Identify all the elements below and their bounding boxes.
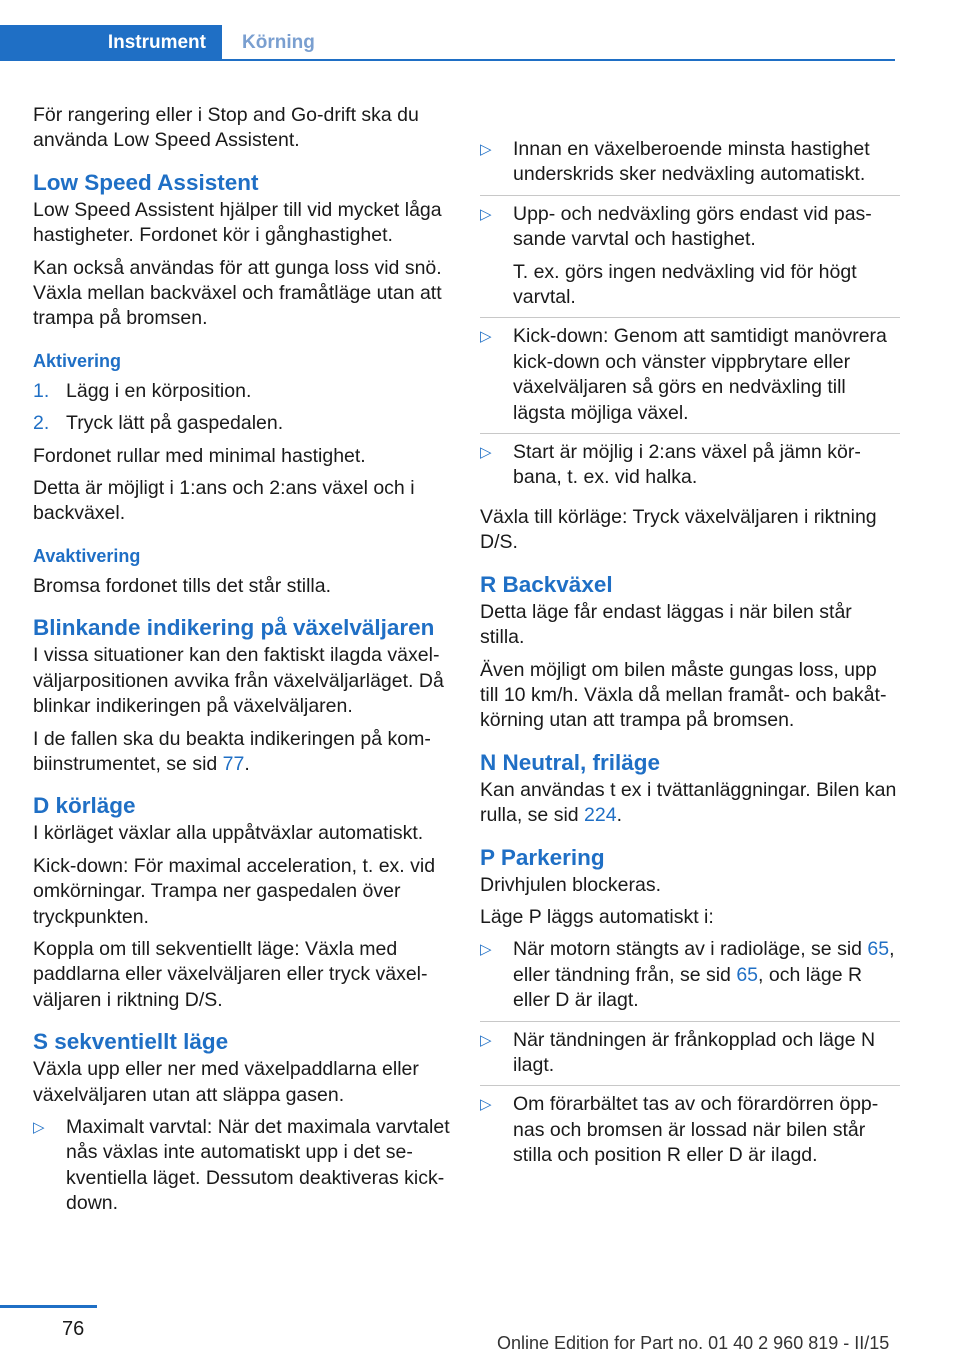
right-column [480, 77, 900, 1183]
bullet-text: , och läge R eller D är ilagt. [513, 963, 863, 1012]
bullet-subtext: T. ex. görs ingen nedväxling vid för högt varvtal. [513, 260, 857, 309]
tab-instrument[interactable] [0, 25, 222, 61]
page-ref-link[interactable]: 224 [584, 804, 617, 827]
bullet-text: När tändningen är frånkopplad och läge N ilagt. [513, 1028, 876, 1076]
s-bullet-list [33, 1115, 453, 1224]
heading-avaktivering: Avaktivering [33, 545, 141, 566]
n-paragraph [480, 778, 900, 829]
n-text-end: . [616, 804, 623, 827]
page-ref-link[interactable]: 77 [222, 752, 245, 775]
header-rule [0, 59, 895, 61]
step-text: Tryck lätt på gaspedalen. [66, 412, 284, 435]
tab-instrument-label: Instrument [107, 32, 206, 53]
page-ref-link[interactable]: 65 [736, 963, 759, 986]
list-item [33, 379, 453, 404]
activation-paragraph-1: Fordonet rullar med minimal hastighet. [33, 444, 366, 467]
intro-paragraph: För rangering eller i Stop and Go-drift ska du använda Low Speed Assistent. [33, 104, 419, 152]
step-number: 2. [33, 412, 50, 435]
heading-s-sekventiellt: S sekventiellt läge [33, 1029, 229, 1055]
bullet-text: Upp- och nedväxling görs endast vid passande varvtal och hastighet. [513, 202, 872, 251]
triangle-bullet-icon: ▷ [33, 1118, 45, 1136]
heading-r-backvaxel: R Backväxel [480, 571, 613, 597]
heading-blinkande-indikering: Blinkande indikering på växelväljaren [33, 615, 435, 641]
triangle-bullet-icon: ▷ [480, 941, 492, 959]
p-bullet-list [480, 937, 900, 1175]
r-paragraph-1: Detta läge får endast läggas i när bilen står stilla. [480, 600, 852, 649]
p-paragraph-1: Drivhjulen blockeras. [480, 873, 661, 896]
list-item [33, 411, 453, 436]
tab-korning[interactable] [222, 25, 342, 61]
list-item [480, 440, 900, 498]
drive-paragraph: Växla till körläge: Tryck växelväljaren i riktning D/S. [480, 505, 877, 554]
lsa-paragraph-2: Kan också användas för att gunga loss vid snö. Växla mellan backväxel och framåtläge utan att trampa på bromsen. [33, 256, 442, 330]
triangle-bullet-icon: ▷ [480, 141, 492, 158]
bullet-text: När motorn stängts av i radioläge, se sid [513, 938, 868, 961]
bullet-text: Start är möjlig i 2:ans växel på jämn körbana, t. ex. vid halka. [513, 441, 861, 489]
heading-n-neutral: N Neutral, friläge [480, 749, 661, 775]
page-ref-link[interactable]: 65 [867, 938, 890, 961]
bullet-text: Innan en växelberoende minsta hastighet underskrids sker nedväxling automatiskt. [513, 138, 870, 186]
triangle-bullet-icon: ▷ [480, 1031, 492, 1049]
step-text: Lägg i en körposition. [66, 379, 252, 402]
header-tabs [0, 25, 895, 61]
list-item [33, 1115, 453, 1224]
n-text: Kan användas t ex i tvättanläggningar. Bilen kan rulla, se sid [480, 778, 897, 827]
d-paragraph-2: Kick-down: För maximal acceleration, t. ex. vid omkörningar. Trampa ner gaspedalen över tryckpunkten. [33, 854, 436, 928]
list-item [480, 324, 900, 434]
tab-korning-label: Körning [242, 32, 315, 53]
footer-rule [0, 1305, 97, 1308]
list-item [480, 1028, 900, 1087]
p-paragraph-2: Läge P läggs automatiskt i: [480, 905, 714, 928]
blink-paragraph-1: I vissa situationer kan den faktiskt ilagda växelväljarpositionen avvika från växelväljarläget. Då blinkar indikeringen på växelväljaren. [33, 644, 444, 718]
s-paragraph-1: Växla upp eller ner med växelpaddlarna eller växelväljaren utan att släppa gasen. [33, 1058, 419, 1106]
list-item [480, 937, 900, 1021]
heading-p-parkering: P Parkering [480, 844, 605, 870]
d-paragraph-1: I körläget växlar alla uppåtväxlar automatiskt. [33, 822, 424, 845]
triangle-bullet-icon: ▷ [480, 444, 492, 462]
deactivation-paragraph: Bromsa fordonet tills det står stilla. [33, 574, 332, 597]
page-number: 76 [62, 1318, 85, 1340]
blink-paragraph-2 [33, 727, 453, 778]
activation-steps [33, 379, 453, 437]
left-column [33, 103, 453, 1231]
blink-text: I de fallen ska du beakta indikeringen på kombiinstrumentet, se sid [33, 727, 431, 775]
heading-aktivering: Aktivering [33, 350, 122, 371]
triangle-bullet-icon: ▷ [480, 1096, 492, 1114]
blink-text-end: . [244, 752, 250, 775]
bullet-text: , eller tändning från, se sid [513, 938, 895, 986]
triangle-bullet-icon: ▷ [480, 328, 492, 346]
activation-paragraph-2: Detta är möjligt i 1:ans och 2:ans växel och i backväxel. [33, 477, 415, 525]
lsa-paragraph-1: Low Speed Assistent hjälper till vid mycket låga hastigheter. Fordonet kör i gånghastighet. [33, 198, 442, 247]
r-paragraph-2: Även möjligt om bilen måste gungas loss, upp till 10 km/h. Växla då mellan framåt- och bakåtkörning utan att trampa på bromsen. [480, 658, 887, 732]
heading-low-speed-assistent: Low Speed Assistent [33, 169, 259, 195]
bullet-text: Om förarbältet tas av och förardörren öppnas och bromsen är lossad när bilen står stilla och position R eller D är ilagd. [513, 1093, 879, 1167]
triangle-bullet-icon: ▷ [480, 205, 492, 223]
d-paragraph-3: Koppla om till sekventiellt läge: Växla med paddlarna eller växelväljaren eller tryck växelväljaren i riktning D/S. [33, 937, 428, 1011]
list-item [480, 137, 900, 196]
list-item [480, 1092, 900, 1175]
bullet-text: Maximalt varvtal: När det maximala varvtalet nås växlas inte automatiskt upp i det sekventiella läget. Dessutom deaktiveras kick-down. [66, 1115, 450, 1215]
heading-d-korlage: D körläge [33, 793, 136, 819]
list-item [480, 202, 900, 319]
right-bullet-list [480, 137, 900, 498]
step-number: 1. [33, 379, 50, 402]
bullet-text: Kick-down: Genom att samtidigt manövrera kick-down och vänster vippbrytare eller växelväljaren så görs en nedväxling till lägsta möjliga växel. [513, 325, 887, 424]
edition-text: Online Edition for Part no. 01 40 2 960 819 - II/15 [497, 1333, 890, 1353]
